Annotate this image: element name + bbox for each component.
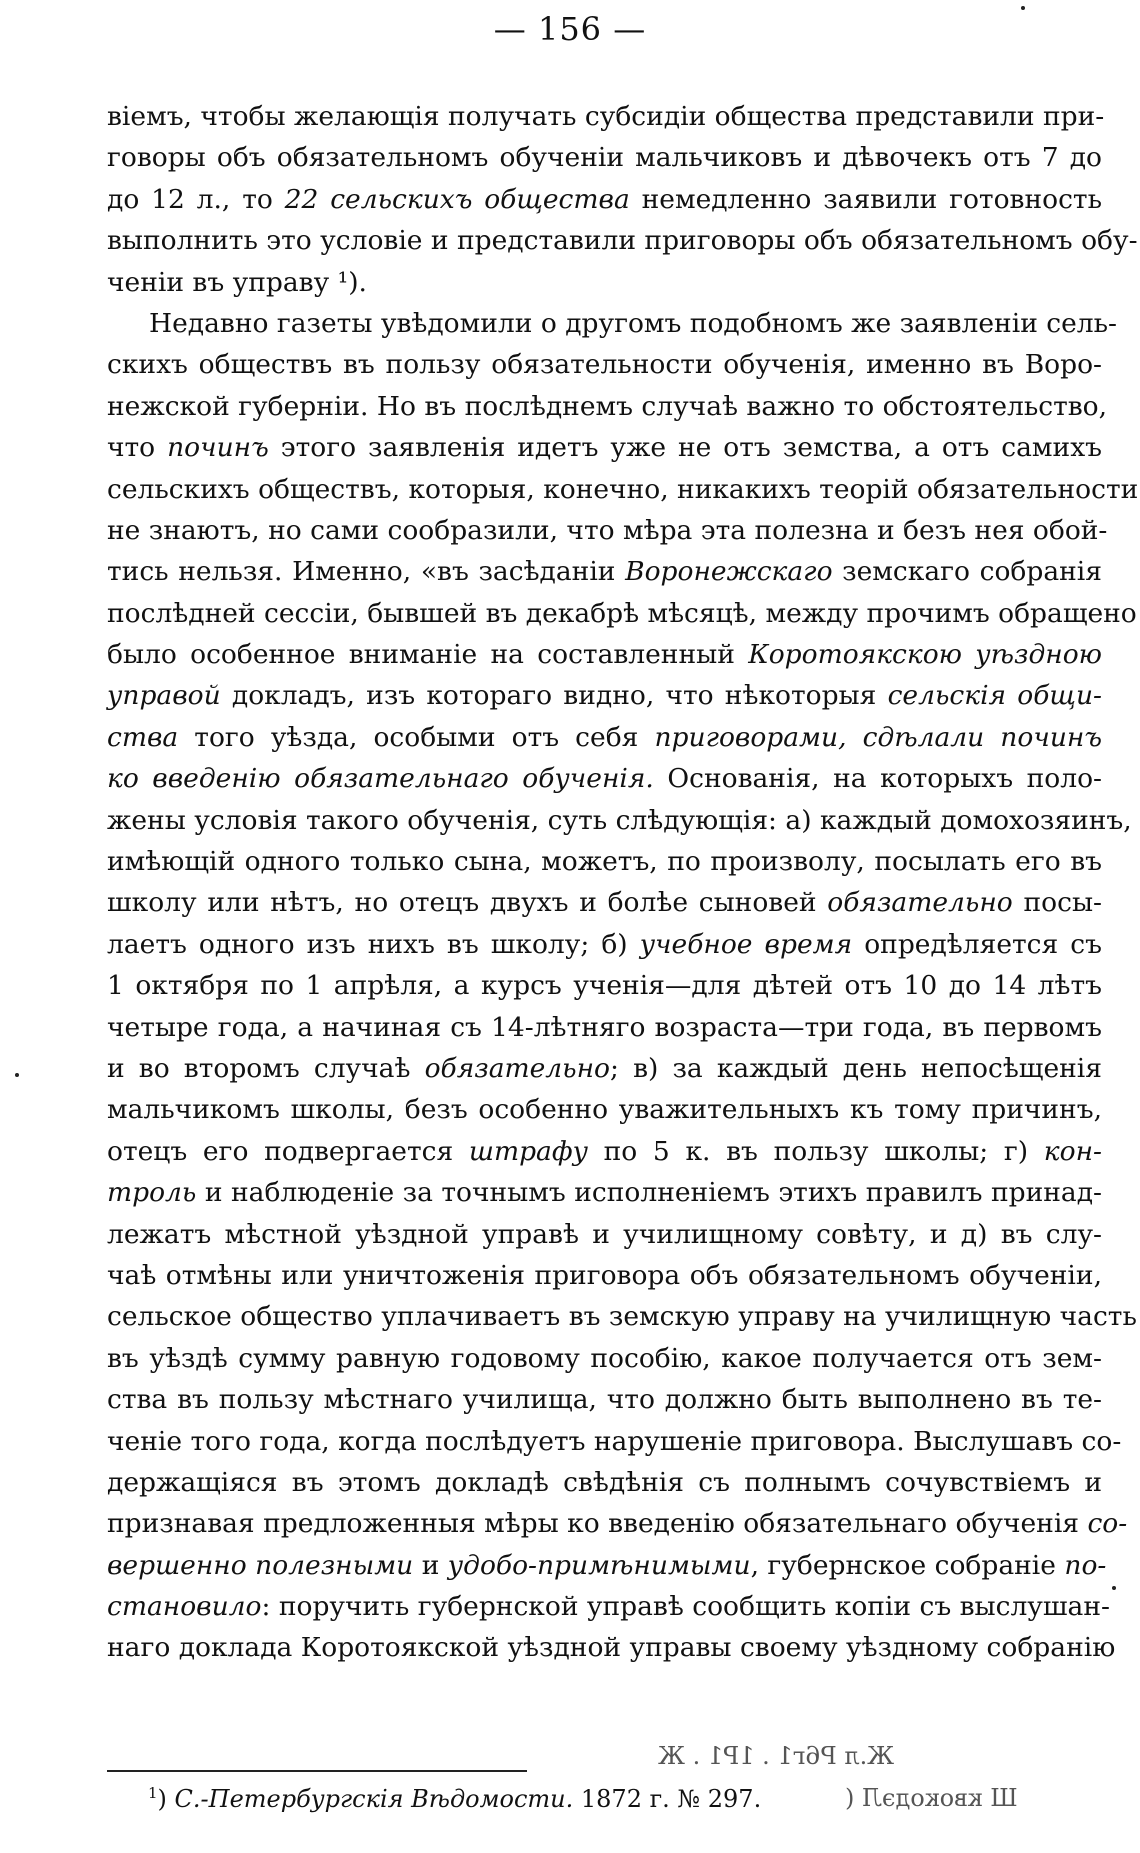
text-line (107, 717, 1102, 758)
text-line: лежатъ мѣстной уѣздной управѣ и училищному совѣту, и д) въ слу- (107, 1218, 1102, 1250)
body-text (107, 96, 1139, 1669)
text-run: и (413, 1549, 448, 1581)
text-line (107, 1503, 1128, 1544)
bleed-through-text: Ш квокодэЛ ( (845, 1784, 1018, 1812)
page-number: — 156 — (493, 10, 647, 48)
italic-emphasis: учебное время (639, 928, 853, 960)
text-line (107, 634, 1102, 675)
italic-emphasis: вершенно полезными (107, 1549, 414, 1581)
text-line: сельское общество уплачиваетъ въ земскую управу на училищную часть (107, 1301, 1137, 1333)
text-line: нежской губерніи. Но въ послѣднемъ случаѣ важно то обстоятельство, (107, 390, 1108, 422)
text-run: того уѣзда, особыми отъ себя (178, 721, 655, 753)
paragraph-start-line: Недавно газеты увѣдомили о другомъ подобномъ же заявленіи сель- (149, 307, 1118, 339)
text-run: было особенное вниманіе на составленный (107, 639, 749, 671)
text-line (107, 1048, 1102, 1089)
footnote-divider (107, 1770, 527, 1772)
text-line: имѣющій одного только сына, можетъ, по произволу, посылать его въ (107, 846, 1102, 878)
text-run: этого заявленія идетъ уже не отъ земства, а отъ самихъ (268, 432, 1103, 464)
italic-emphasis: ства (107, 721, 179, 753)
text-run: признавая предложенныя мѣры ко введенію обязательнаго обученія (107, 1508, 1088, 1540)
text-line (107, 1586, 1110, 1627)
text-run: до 12 л., то (107, 183, 285, 215)
text-line: выполнить это условіе и представили приговоры объ обязательномъ обу- (107, 225, 1138, 257)
footnote: $^1$) С.-Петербургскія Вѣдомости. 1872 г. № 297. (148, 1784, 762, 1813)
text-line: четыре года, а начиная съ 14-лѣтняго возраста—три года, въ первомъ (107, 1011, 1102, 1043)
italic-emphasis: обязательно (827, 887, 1013, 919)
text-line (107, 758, 1102, 799)
text-line (107, 427, 1102, 468)
bleed-through-text: Ж.л Р6г1 . 1Р1 . Ж (658, 1742, 895, 1770)
text-run: что (107, 432, 168, 464)
text-run: Основанія, на которыхъ поло- (653, 763, 1102, 795)
text-run: немедленно заявили готовность (629, 183, 1103, 215)
italic-emphasis: обязательно (424, 1052, 611, 1084)
text-run: : поручить губернской управѣ сообщить копіи съ выслушан- (261, 1591, 1110, 1623)
text-line (107, 551, 1102, 592)
italic-emphasis: кон- (1043, 1135, 1102, 1167)
text-line (107, 675, 1102, 716)
text-run: тись нельзя. Именно, «въ засѣданіи (107, 556, 626, 588)
text-line: жены условія такого обученія, суть слѣдующія: а) каждый домохозяинъ, (107, 804, 1132, 836)
text-line (107, 179, 1102, 220)
footnote-marker: 1 (148, 1784, 158, 1802)
text-run: опредѣляется съ (852, 928, 1102, 960)
text-line: скихъ обществъ въ пользу обязательности обученія, именно въ Воро- (107, 349, 1102, 381)
italic-emphasis: удобо-примѣнимыми (447, 1549, 751, 1581)
italic-emphasis: управой (107, 680, 221, 712)
text-line: 1 октября по 1 апрѣля, а курсъ ученія—для дѣтей отъ 10 до 14 лѣтъ (107, 970, 1102, 1002)
italic-emphasis: ко введенію обязательнаго обученія. (107, 763, 654, 795)
italic-emphasis: по- (1064, 1549, 1107, 1581)
ink-speck (15, 1073, 19, 1077)
text-run: по 5 к. въ пользу школы; г) (587, 1135, 1044, 1167)
italic-emphasis: троль (107, 1177, 197, 1209)
text-line: не знаютъ, но сами сообразили, что мѣра эта полезна и безъ нея обой- (107, 514, 1108, 546)
footnote-details: 1872 г. № 297. (573, 1785, 762, 1813)
italic-emphasis: 22 сельскихъ общества (284, 183, 630, 215)
italic-emphasis: Коротоякскою уѣздною (748, 639, 1103, 671)
italic-emphasis: становило (107, 1591, 262, 1623)
ink-speck (1112, 1586, 1116, 1590)
italic-emphasis: со- (1087, 1508, 1128, 1540)
text-run: лаетъ одного изъ нихъ въ школу; б) (107, 928, 640, 960)
text-run: школу или нѣтъ, но отецъ двухъ и болѣе сыновей (107, 887, 828, 919)
text-line: мальчикомъ школы, безъ особенно уважительныхъ къ тому причинъ, (107, 1094, 1102, 1126)
text-line: ства въ пользу мѣстнаго училища, что должно быть выполнено въ те- (107, 1384, 1102, 1416)
text-run: земскаго собранія (832, 556, 1102, 588)
text-run: докладъ, изъ котораго видно, что нѣкоторыя (220, 680, 888, 712)
text-line (107, 882, 1102, 923)
footnote-source: С.-Петербургскія Вѣдомости. (174, 1785, 574, 1813)
text-run: , губернское собраніе (750, 1549, 1065, 1581)
text-run: отецъ его подвергается (107, 1135, 469, 1167)
ink-speck (1021, 6, 1025, 10)
text-line: ченіи въ управу ¹). (107, 266, 367, 298)
italic-emphasis: штрафу (468, 1135, 588, 1167)
text-line: послѣдней сессіи, бывшей въ декабрѣ мѣсяцѣ, между прочимъ обращено (107, 597, 1137, 629)
text-line: наго доклада Коротоякской уѣздной управы своему уѣздному собранію (107, 1632, 1116, 1664)
text-line: говоры объ обязательномъ обученіи мальчиковъ и дѣвочекъ отъ 7 до (107, 142, 1102, 174)
text-line: віемъ, чтобы желающія получать субсидіи общества представили при- (107, 101, 1105, 132)
text-line: ченіе того года, когда послѣдуетъ нарушеніе приговора. Выслушавъ со- (107, 1425, 1122, 1457)
text-run: посы- (1012, 887, 1102, 919)
italic-emphasis: починъ (167, 432, 269, 464)
text-run: и наблюденіе за точнымъ исполненіемъ этихъ правилъ принад- (196, 1177, 1102, 1209)
text-line: сельскихъ обществъ, которыя, конечно, никакихъ теорій обязательности (107, 473, 1139, 505)
text-line (107, 1131, 1102, 1172)
text-line: держащіяся въ этомъ докладѣ свѣдѣнія съ полнымъ сочувствіемъ и (107, 1466, 1102, 1498)
text-line: въ уѣздѣ сумму равную годовому пособію, какое получается отъ зем- (107, 1342, 1102, 1374)
italic-emphasis: приговорами, сдѣлали починъ (654, 721, 1103, 753)
text-line (107, 924, 1102, 965)
italic-emphasis: Воронежскаго (625, 556, 833, 588)
text-run: и во второмъ случаѣ (107, 1052, 425, 1084)
text-run: ; в) за каждый день непосѣщенія (610, 1052, 1102, 1084)
text-line (107, 1172, 1102, 1213)
italic-emphasis: сельскія общи- (887, 680, 1102, 712)
text-line (107, 1545, 1107, 1586)
text-line: чаѣ отмѣны или уничтоженія приговора объ обязательномъ обученіи, (107, 1259, 1102, 1291)
